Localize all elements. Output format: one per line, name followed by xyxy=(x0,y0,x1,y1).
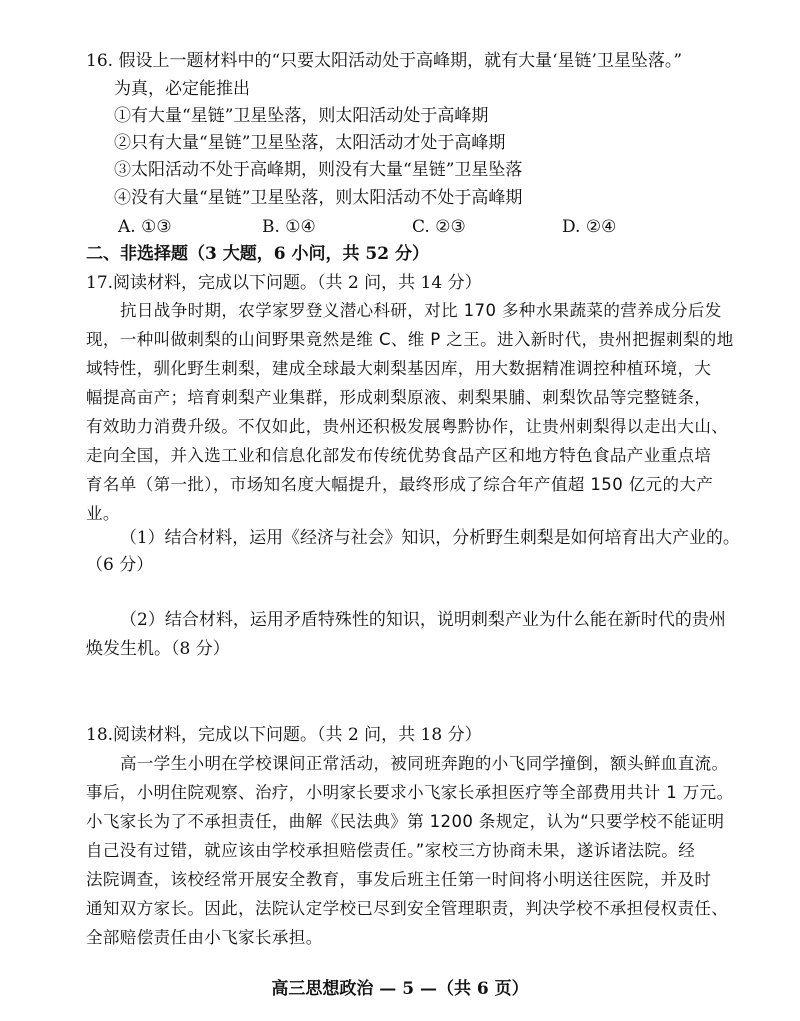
q17-sub1-line2: （6 分） xyxy=(86,555,154,575)
q16-stem-line2: 为真，必定能推出 xyxy=(114,79,250,99)
q17-material-line: 幅提高亩产；培育刺梨产业集群，形成刺梨原液、刺梨果脯、刺梨饮品等完整链条， xyxy=(86,388,712,407)
q17-material-line: 业。 xyxy=(86,504,120,523)
q16-item-3: ③太阳活动不处于高峰期，则没有大量“星链”卫星坠落 xyxy=(114,160,523,180)
q17-sub2-line2: 焕发生机。（8 分） xyxy=(86,639,230,659)
q16-item-4: ④没有大量“星链”卫星坠落，则太阳活动不处于高峰期 xyxy=(114,188,523,208)
q18-material-line: 法院调查，该校经常开展安全教育，事发后班主任第一时间将小明送往医院，并及时 xyxy=(86,870,712,889)
section2-title: 二、非选择题（3 大题，6 小问，共 52 分） xyxy=(86,244,429,264)
q17-header: 17.阅读材料，完成以下问题。（共 2 问，共 14 分） xyxy=(86,273,482,293)
q18-material-line: 全部赔偿责任由小飞家长承担。 xyxy=(86,928,323,947)
q16-stem-line1: 16. 假设上一题材料中的“只要太阳活动处于高峰期，就有大量‘星链’卫星坠落。” xyxy=(86,51,683,71)
q17-material-line: 域特性，驯化野生刺梨，建成全球最大刺梨基因库，用大数据精准调控种植环境，大 xyxy=(86,359,712,378)
q16-option-a: A. ①③ xyxy=(118,217,172,237)
q16-item-2: ②只有大量“星链”卫星坠落，太阳活动才处于高峰期 xyxy=(114,133,506,153)
q18-material-line: 事后，小明住院观察、治疗，小明家长要求小飞家长承担医疗等全部费用共计 1 万元。 xyxy=(86,783,734,802)
q18-material-line: 通知双方家长。因此，法院认定学校已尽到安全管理职责，判决学校不承担侵权责任、 xyxy=(86,899,729,918)
q17-sub2-line1: （2）结合材料，运用矛盾特殊性的知识，说明刺梨产业为什么能在新时代的贵州 xyxy=(120,610,726,630)
page-footer: 高三思想政治 — 5 —（共 6 页） xyxy=(271,979,529,999)
q16-option-b: B. ①④ xyxy=(262,217,316,237)
q18-header: 18.阅读材料，完成以下问题。（共 2 问，共 18 分） xyxy=(86,725,482,745)
q17-material-line: 现，一种叫做刺梨的山间野果竟然是维 C、维 P 之王。进入新时代，贵州把握刺梨的地 xyxy=(86,330,734,349)
q17-material-line: 走向全国，并入选工业和信息化部发布传统优势食品产区和地方特色食品产业重点培 xyxy=(86,446,712,465)
q16-item-1: ①有大量“星链”卫星坠落，则太阳活动处于高峰期 xyxy=(114,106,489,126)
q18-material-line: 高一学生小明在学校课间正常活动，被同班奔跑的小飞同学撞倒，额头鲜血直流。 xyxy=(120,754,729,773)
q18-material-line: 自己没有过错，就应该由学校承担赔偿责任。”家校三方协商未果，遂诉诸法院。经 xyxy=(86,841,696,860)
q17-material-line: 育名单（第一批），市场知名度大幅提升，最终形成了综合年产值超 150 亿元的大产 xyxy=(86,475,714,494)
q16-option-d: D. ②④ xyxy=(562,217,617,237)
q17-sub1-line1: （1）结合材料，运用《经济与社会》知识，分析野生刺梨是如何培育出大产业的。 xyxy=(120,528,740,548)
q17-material-line: 有效助力消费升级。不仅如此，贵州还积极发展粤黔协作，让贵州刺梨得以走出大山、 xyxy=(86,417,729,436)
q16-option-c: C. ②③ xyxy=(412,217,466,237)
q18-material-line: 小飞家长为了不承担责任，曲解《民法典》第 1200 条规定，认为“只要学校不能证明 xyxy=(86,812,725,831)
q17-material-line: 抗日战争时期，农学家罗登义潜心科研，对比 170 多种水果蔬菜的营养成分后发 xyxy=(120,301,722,320)
